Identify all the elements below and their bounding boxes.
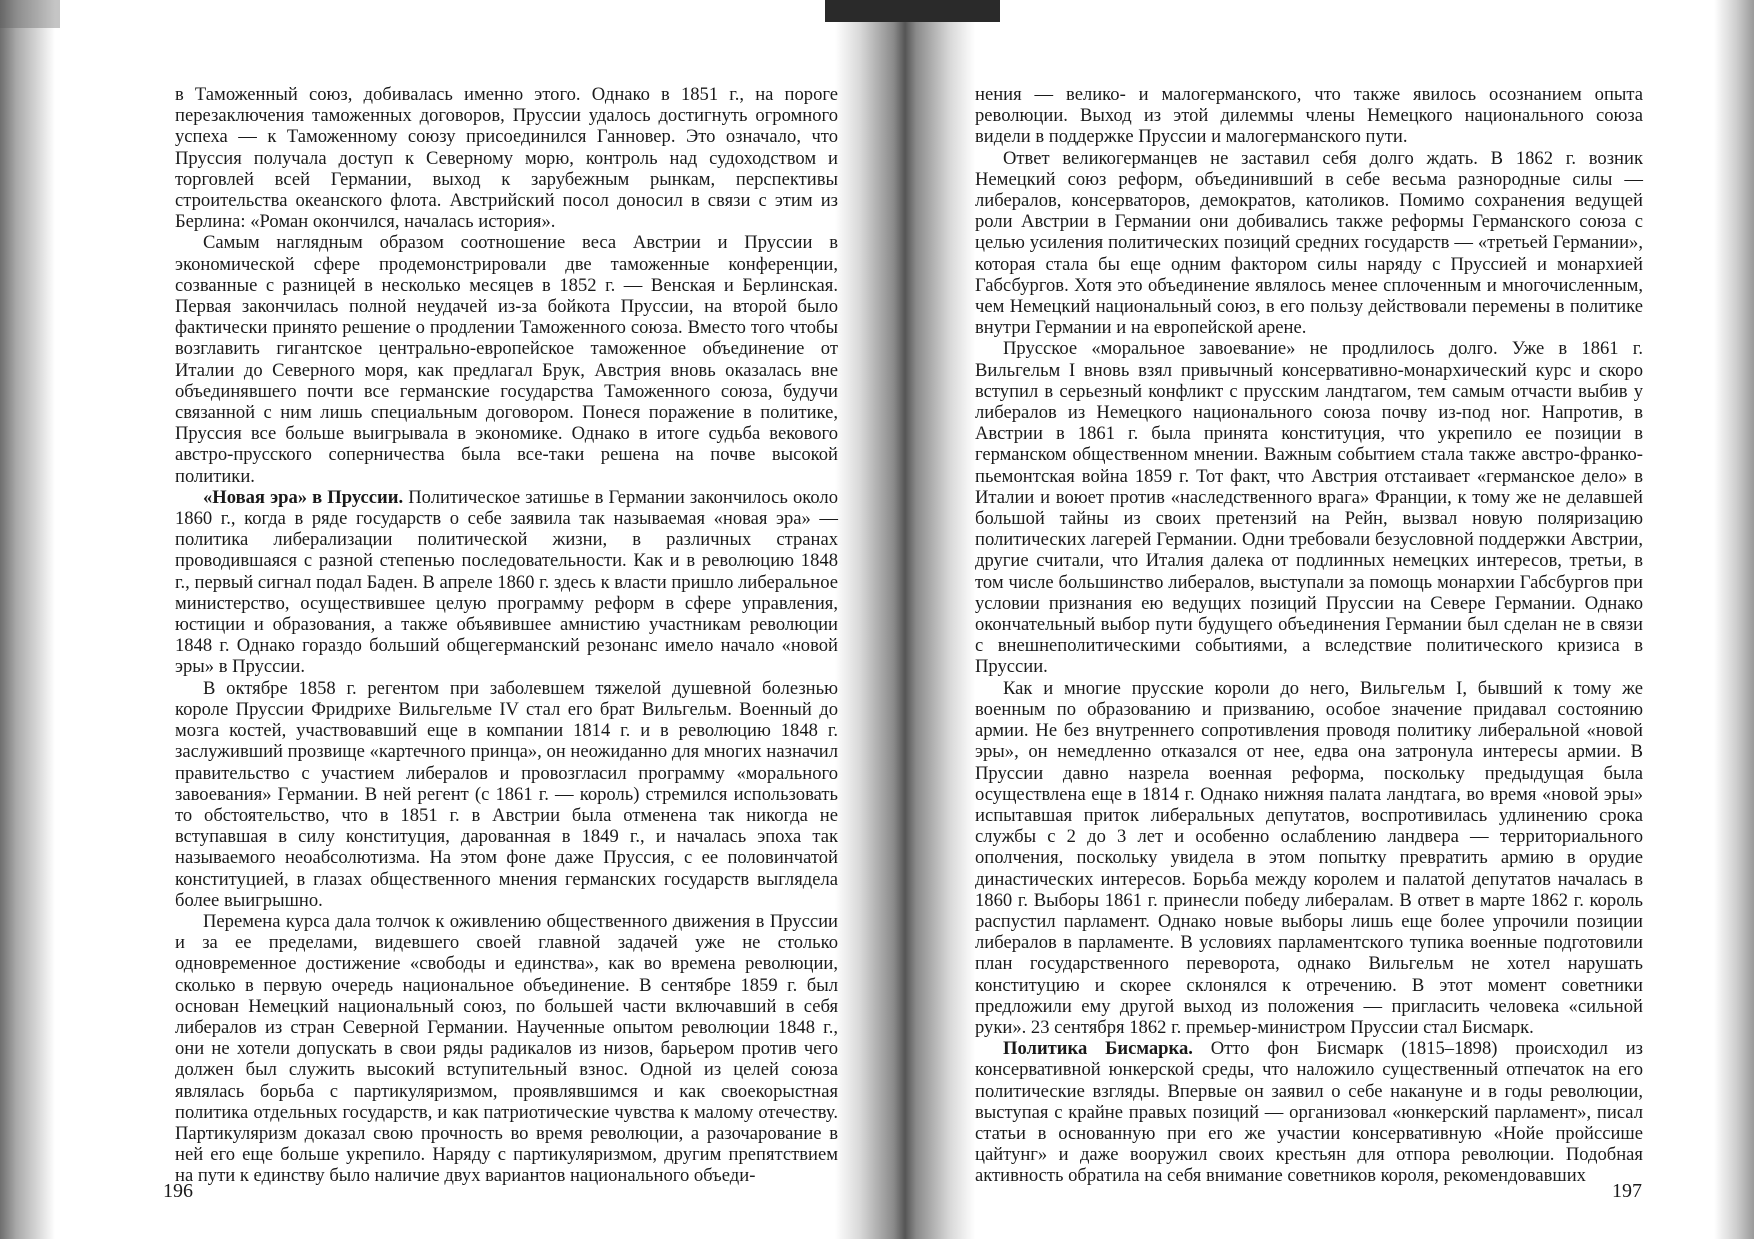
book-gutter-shadow [835, 0, 975, 1239]
paragraph: Прусское «моральное завоевание» не продлилось долго. Уже в 1861 г. Вильгельм I вновь взял привычный консервативно-монархический курс и скоро вступил в серьезный конфликт с прусским ландтагом, тем самым отчасти выбив у либералов из Немецкого национального союза почву из-под ног. Напротив, в Австрии в 1861 г. была принята конституция, что укрепило ее позиции в германском общественном мнении. Важным событием стала также австро-франко-пьемонтская война 1859 г. Тот факт, что Австрия отстаивает «германское дело» в Италии и воюет против «наследственного врага» Франции, к тому же не делавшей большой тайны из своих претензий на Рейн, вызвал новую поляризацию политических лагерей Германии. Одни требовали безусловной поддержки Австрии, другие считали, что Италия далека от подлинных немецких интересов, третьи, в том числе большинство либералов, выступали за помощь монархии Габсбургов при условии признания ею ведущих позиций Пруссии на Севере Германии. Однако окончательный выбор пути будущего объединения Германии был сделан не в связи с внешнеполитическими событиями, а вследствие политического кризиса в Пруссии. [975, 338, 1643, 678]
right-page-text [975, 84, 1643, 1187]
left-page-edge-shadow [0, 0, 55, 1239]
left-page-text [175, 84, 838, 1187]
paragraph: В октябре 1858 г. регентом при заболевшем тяжелой душевной болезнью короле Пруссии Фридрихе Вильгельме IV стал его брат Вильгельм. Военный до мозга костей, участвовавший еще в компании 1814 г. и в революцию 1848 г. заслуживший прозвище «картечного принца», он неожиданно для многих назначил правительство с участием либералов и провозгласил программу «морального завоевания» Германии. В ней регент (с 1861 г. — король) стремился использовать то обстоятельство, что в 1851 г. в Австрии была отменена так никогда не вступавшая в силу конституция, дарованная в 1849 г., и началась эпоха так называемого неоабсолютизма. На этом фоне даже Пруссия, с ее половинчатой конституцией, в глазах общественного мнения германских государств выглядела более выигрышно. [175, 677, 838, 911]
book-spine-top [825, 0, 1000, 22]
paragraph: «Новая эра» в Пруссии. Политическое затишье в Германии закончилось около 1860 г., когда в ряде государств о себе заявила так называемая «новая эра» — политика либерализации политической жизни, в различных странах проводившаяся с разной степенью последовательности. Как и в революцию 1848 г., первый сигнал подал Баден. В апреле 1860 г. здесь к власти пришло либеральное министерство, осуществившее целую программу реформ в сфере управления, юстиции и образования, а также объявившее амнистию участникам революции 1848 г. Однако гораздо больший общегерманский резонанс имело начало «новой эры» в Пруссии. [175, 486, 838, 678]
section-heading: «Новая эра» в Пруссии. [203, 486, 404, 508]
paragraph: Самым наглядным образом соотношение веса Австрии и Пруссии в экономической сфере продемонстрировали две таможенные конференции, созванные с разницей в несколько месяцев в 1852 г. — Венская и Берлинская. Первая закончилась полной неудачей из-за бойкота Пруссии, на второй было фактически принято решение о продлении Таможенного союза. Вместо того чтобы возглавить гигантское центрально-европейское таможенное объединение от Италии до Северного моря, как предлагал Брук, Австрия вновь оказалась вне объединявшего почти все германские государства Таможенного союза, будучи связанной с ним лишь специальным договором. Понеся поражение в политике, Пруссия все больше выигрывала в экономике. Однако в итоге судьба векового австро-прусского соперничества была все-таки решена на почве высокой политики. [175, 232, 838, 487]
paragraph: в Таможенный союз, добивалась именно этого. Однако в 1851 г., на пороге перезаключения таможенных договоров, Пруссии удалось достигнуть огромного успеха — к Таможенному союзу присоединился Ганновер. Это означало, что Пруссия получала доступ к Северному морю, контроль над судоходством и торговлей всей Германии, выход к зарубежным рынкам, перспективы строительства океанского флота. Австрийский посол доносил в связи с этим из Берлина: «Роман окончился, началась история». [175, 84, 838, 233]
page-number-right: 197 [1612, 1180, 1642, 1202]
section-heading: Политика Бисмарка. [1003, 1038, 1193, 1060]
paragraph: Как и многие прусские короли до него, Вильгельм I, бывший к тому же военным по образованию и призванию, особое значение придавал состоянию армии. Не без внутреннего сопротивления проводя политику либеральной «новой эры», он немедленно отказался от нее, едва она затронула интересы армии. В Пруссии давно назрела военная реформа, поскольку предыдущая была осуществлена еще в 1814 г. Однако нижняя палата ландтага, во время «новой эры» испытавшая приток либеральных депутатов, воспротивилась удлинению срока службы с 2 до 3 лет и особенно ослаблению ландвера — территориального ополчения, поскольку увидела в этом попытку превратить армию в орудие династических интересов. Борьба между королем и палатой депутатов началась в 1860 г. Выборы 1861 г. принесли победу либералам. В ответ в марте 1862 г. король распустил парламент. Однако новые выборы лишь еще более упрочили позиции либералов в парламенте. В условиях парламентского тупика военные подготовили план государственного переворота, однако Вильгельм не хотел нарушать конституцию и скорее склонялся к отречению. В этот момент советники предложили ему другой выход из положения — пригласить человека «сильной руки». 23 сентября 1862 г. премьер-министром Пруссии стал Бисмарк. [975, 677, 1643, 1038]
paragraph: Политика Бисмарка. Отто фон Бисмарк (1815–1898) происходил из консервативной юнкерской среды, что наложило существенный отпечаток на его политические взгляды. Впервые он заявил о себе накануне и в годы революции, выступая с крайне правых позиций — организовал «юнкерский парламент», писал статьи в основанную при его же участии консервативную «Нойе пройссише цайтунг» и даже вооружил своих крестьян для отпора революции. Подобная активность обратила на себя внимание советников короля, рекомендовавших [975, 1038, 1643, 1187]
page-number-left: 196 [163, 1180, 193, 1202]
paragraph: Ответ великогерманцев не заставил себя долго ждать. В 1862 г. возник Немецкий союз реформ, объединивший в себе весьма разнородные силы — либералов, консерваторов, демократов, католиков. Помимо сохранения ведущей роли Австрии в Германии они добивались также реформы Германского союза с целью усиления политических позиций средних государств — «третьей Германии», которая стала бы еще одним фактором силы наряду с Пруссией и монархией Габсбургов. Хотя это объединение являлось менее сплоченным и многочисленным, чем Немецкий национальный союз, в его пользу действовали перемены в политике внутри Германии и на европейской арене. [975, 147, 1643, 339]
right-page-edge-shadow [1714, 0, 1754, 1239]
paragraph: нения — велико- и малогерманского, что также явилось осознанием опыта революции. Выход из этой дилеммы члены Немецкого национального союза видели в поддержке Пруссии и малогерманского пути. [975, 84, 1643, 148]
scan-corner-shadow [0, 0, 60, 28]
paragraph: Перемена курса дала толчок к оживлению общественного движения в Пруссии и за ее пределами, видевшего своей главной задачей уже не столько одновременное достижение «свободы и единства», как во времена революции, сколько в первую очередь национальное объединение. В сентябре 1859 г. был основан Немецкий национальный союз, по большей части включавший в себя либералов из стран Северной Германии. Наученные опытом революции 1848 г., они не хотели допускать в свои ряды радикалов из низов, барьером против чего должен был служить высокий вступительный взнос. Одной из целей союза являлась борьба с партикуляризмом, проявлявшимся и как своекорыстная политика отдельных государств, и как патриотические чувства к малому отечеству. Партикуляризм доказал свою прочность во время революции, а разочарование в ней его еще больше укрепило. Наряду с партикуляризмом, другим препятствием на пути к единству было наличие двух вариантов национального объеди- [175, 910, 838, 1187]
